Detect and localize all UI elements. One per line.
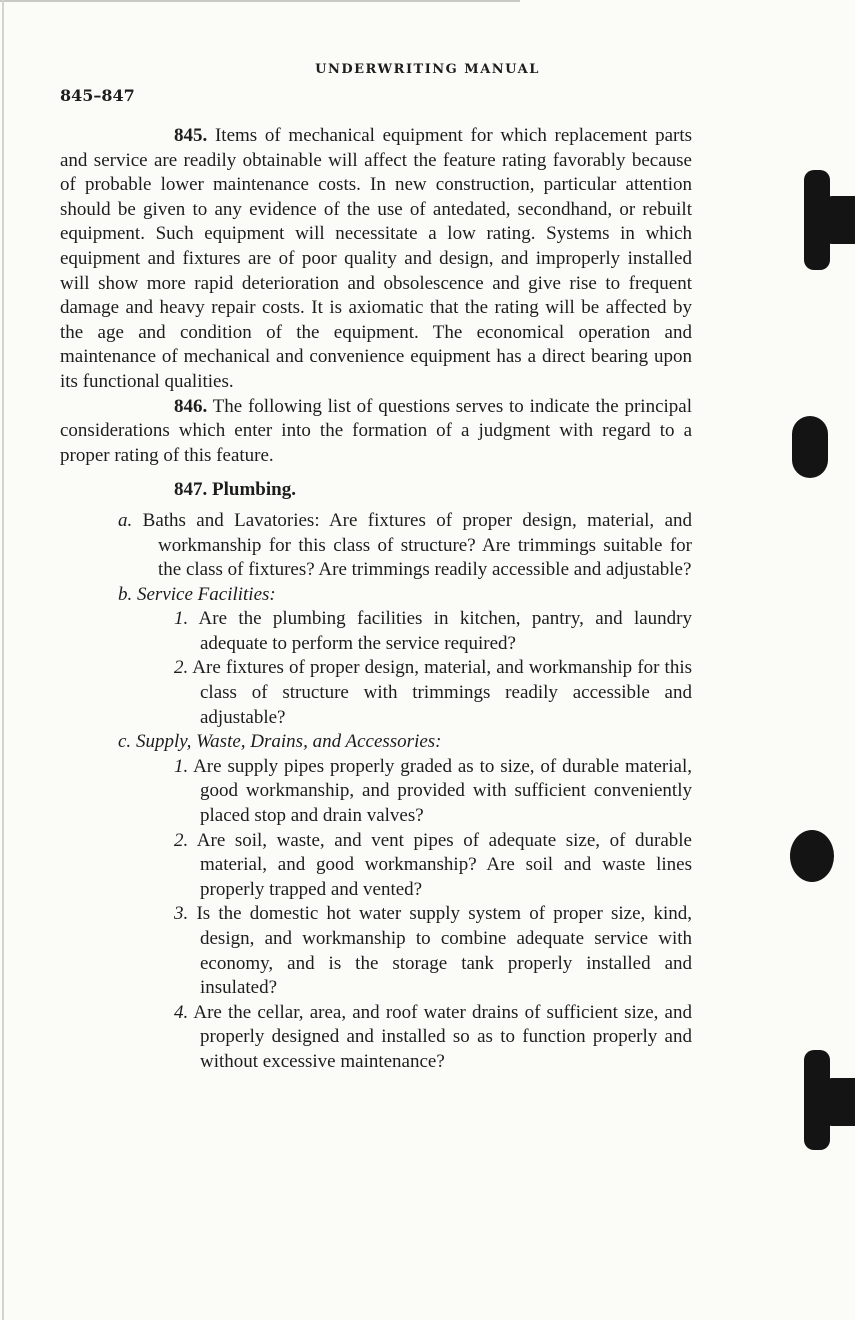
- paragraph-number: 845.: [174, 125, 208, 146]
- paragraph-number: 846.: [174, 395, 208, 417]
- item-label: a.: [118, 509, 133, 531]
- sub-item-text: Are fixtures of proper design, material, and workmanship for this class of structure with trimmings readily accessible and adjustable?: [188, 657, 692, 728]
- item-text: Baths and Lavatories: Are fixtures of proper design, material, and workmanship for this class of structure? Are trimmings suitable for the class of fixtures? Are trimmings readily accessible and adjustable?: [132, 509, 692, 581]
- item-label: b.: [118, 583, 133, 605]
- item-b: [60, 583, 692, 608]
- running-header: UNDERWRITING MANUAL: [315, 62, 540, 77]
- item-title: Supply, Waste, Drains, and Accessories:: [131, 731, 442, 753]
- sub-item-number: 2.: [174, 829, 189, 851]
- binder-mark-bottom-tab: [826, 1078, 855, 1126]
- sub-item: [60, 656, 692, 730]
- item-c: [60, 730, 692, 755]
- sub-item-number: 3.: [174, 903, 189, 925]
- sub-item-text: Are supply pipes properly graded as to size, of durable material, good workmanship, and provided with sufficient conveniently placed stop and drain valves?: [188, 755, 692, 827]
- sub-item: [60, 1001, 692, 1075]
- sub-item: [60, 902, 692, 1000]
- page-body: [60, 124, 692, 1075]
- sub-item-number: 1.: [174, 755, 189, 777]
- page-edge-top: [0, 0, 520, 2]
- paragraph-845: [60, 124, 692, 395]
- sub-item-text: Are soil, waste, and vent pipes of adequate size, of durable material, and good workmanship? Are soil and waste lines properly trapped and vented?: [188, 829, 692, 900]
- binder-hole-upper: [792, 416, 828, 478]
- sub-item-text: Is the domestic hot water supply system of proper size, kind, design, and workmanship to combine adequate service with economy, and is the storage tank properly installed and insulated?: [188, 903, 692, 999]
- item-a: [60, 509, 692, 583]
- sub-item-number: 2.: [174, 657, 189, 679]
- binder-mark-top-tab: [826, 196, 855, 244]
- paragraph-text: Items of mechanical equipment for which replacement parts and service are readily obtainable will affect the feature rating favorably because of probable lower maintenance costs. In new construction, particular attention should be given to any evidence of the use of antedated, secondhand, or rebuilt equipment. Such equipment will necessitate a low rating. Systems in which equipment and fixtures are of poor quality and design, and improperly installed will show more rapid deterioration and obsolescence and give rise to frequent damage and heavy repair costs. It is axiomatic that the rating will be affected by the age and condition of the equipment. The economical operation and maintenance of mechanical and convenience equipment has a direct bearing upon its functional qualities.: [60, 125, 692, 392]
- section-range: 845–847: [60, 86, 135, 105]
- sub-item-number: 1.: [174, 608, 189, 630]
- page-edge-left: [2, 0, 4, 1320]
- binder-hole-lower: [790, 830, 834, 882]
- item-title: Service Facilities:: [132, 583, 276, 605]
- sub-item: [60, 755, 692, 829]
- sub-item-number: 4.: [174, 1001, 189, 1023]
- sub-item-text: Are the cellar, area, and roof water drains of sufficient size, and properly designed and installed so as to function properly and without excessive maintenance?: [188, 1001, 692, 1072]
- sub-item: [60, 607, 692, 656]
- sub-item: [60, 829, 692, 903]
- sub-item-text: Are the plumbing facilities in kitchen, pantry, and laundry adequate to perform the service required?: [188, 608, 692, 654]
- section-heading-847: 847. Plumbing.: [174, 479, 296, 501]
- paragraph-846: [60, 395, 692, 469]
- paragraph-text: The following list of questions serves to indicate the principal considerations which enter into the formation of a judgment with regard to a proper rating of this feature.: [60, 395, 692, 466]
- item-label: c.: [118, 731, 132, 753]
